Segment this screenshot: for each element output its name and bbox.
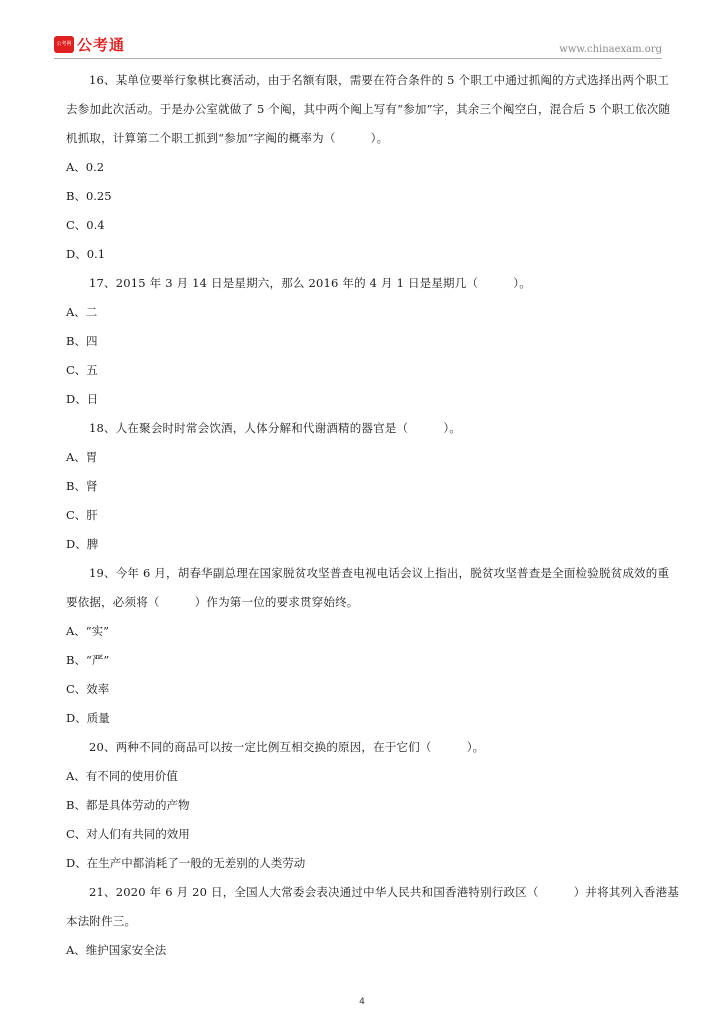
- question-21: 21、2020 年 6 月 20 日，全国人大常委会表决通过中华人民共和国香港特别行政区（ ）并将其列入香港基本法附件三。: [66, 885, 680, 928]
- question-18-option-c: C、肝: [66, 508, 98, 522]
- document-body: [66, 66, 680, 965]
- site-url[interactable]: www.chinaexam.org: [559, 44, 662, 55]
- question-20: 20、两种不同的商品可以按一定比例互相交换的原因，在于它们（ ）。: [89, 740, 485, 754]
- question-17: 17、2015 年 3 月 14 日是星期六，那么 2016 年的 4 月 1 日是星期几（ ）。: [89, 276, 531, 290]
- question-17-option-c: C、五: [66, 363, 98, 377]
- header-divider: [54, 58, 662, 59]
- question-20-option-c: C、对人们有共同的效用: [66, 827, 190, 841]
- question-19-option-d: D、质量: [66, 711, 110, 725]
- question-20-option-d: D、在生产中都消耗了一般的无差别的人类劳动: [66, 856, 306, 870]
- brand-logo[interactable]: [54, 34, 125, 55]
- question-16: 16、某单位要举行象棋比赛活动，由于名额有限，需要在符合条件的 5 个职工中通过抓阄的方式选择出两个职工去参加此次活动。于是办公室就做了 5 个阄，其中两个阄上写有“参加”字，其余三个阄空白，混合后 5 个职工依次随机抓取，计算第二个职工抓到“参加”字阄的概率为（ ）。: [66, 73, 671, 145]
- question-20-option-b: B、都是具体劳动的产物: [66, 798, 190, 812]
- question-17-option-b: B、四: [66, 334, 98, 348]
- question-16-option-d: D、0.1: [66, 247, 106, 261]
- question-19: 19、今年 6 月，胡春华副总理在国家脱贫攻坚普查电视电话会议上指出，脱贫攻坚普查是全面检验脱贫成效的重要依据，必须将（ ）作为第一位的要求贯穿始终。: [66, 566, 670, 609]
- logo-badge-icon: 公考网: [54, 36, 74, 53]
- page-header: [0, 0, 724, 62]
- question-17-option-a: A、二: [66, 305, 98, 319]
- question-19-option-c: C、效率: [66, 682, 110, 696]
- page-number: 4: [359, 997, 365, 1007]
- question-18-option-d: D、脾: [66, 537, 99, 551]
- question-21-option-a: A、维护国家安全法: [66, 943, 167, 957]
- logo-text: 公考通: [77, 36, 126, 54]
- question-18-option-b: B、肾: [66, 479, 98, 493]
- question-16-option-a: A、0.2: [66, 160, 105, 174]
- question-19-option-b: B、“严”: [66, 653, 110, 667]
- question-17-option-d: D、日: [66, 392, 99, 406]
- question-18: 18、人在聚会时时常会饮酒，人体分解和代谢酒精的器官是（ ）。: [89, 421, 461, 435]
- question-19-option-a: A、“实”: [66, 624, 110, 638]
- question-16-option-b: B、0.25: [66, 189, 112, 203]
- question-20-option-a: A、有不同的使用价值: [66, 769, 178, 783]
- question-16-option-c: C、0.4: [66, 218, 105, 232]
- question-18-option-a: A、胃: [66, 450, 98, 464]
